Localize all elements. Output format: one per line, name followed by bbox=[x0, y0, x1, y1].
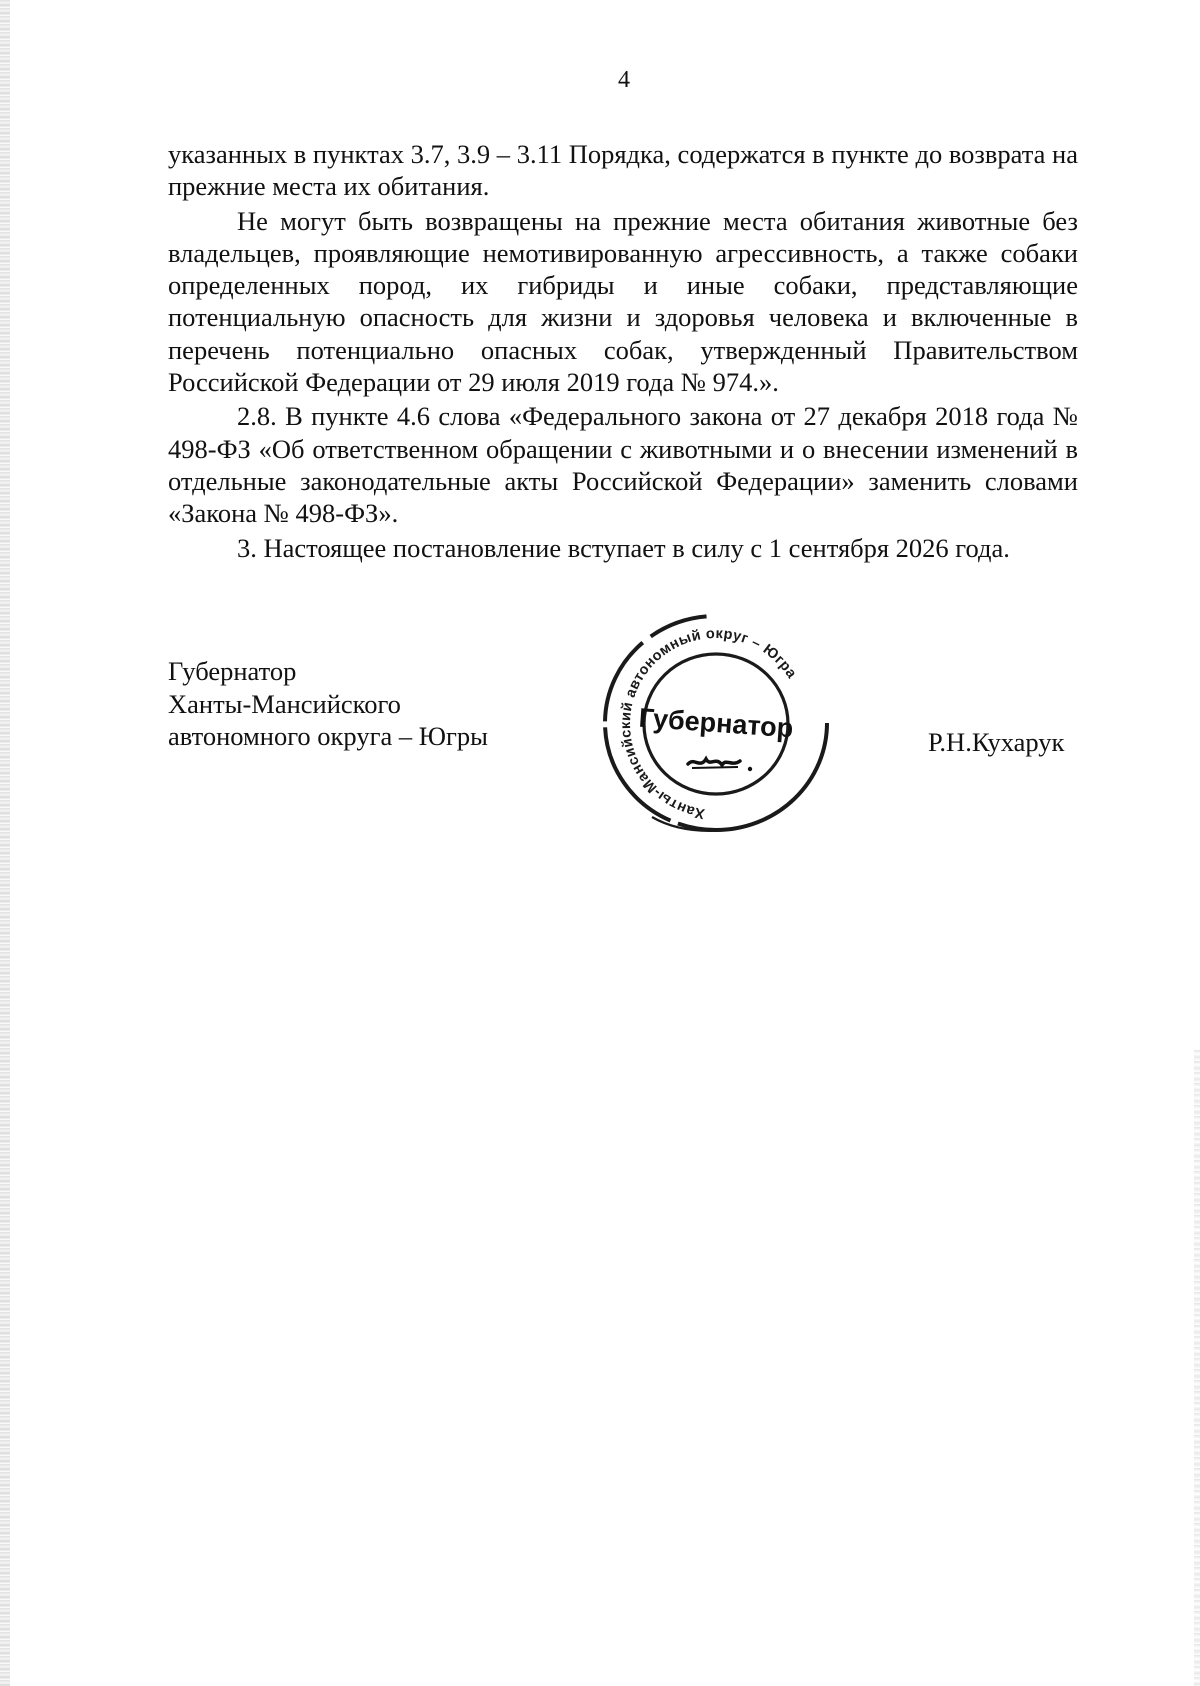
seal-center-text: Губернатор bbox=[637, 702, 795, 744]
signature-scribble bbox=[688, 759, 752, 771]
scan-edge-left bbox=[0, 0, 10, 1686]
page-number: 4 bbox=[618, 67, 630, 93]
signer-title-line: автономного округа – Югры bbox=[168, 721, 488, 751]
scan-edge-right bbox=[1194, 1050, 1200, 1686]
seal-graphic bbox=[596, 607, 836, 839]
seal-ring-text: Ханты-Мансийский автономный округ – Югра bbox=[618, 625, 800, 822]
paragraph-aggressive-animals: Не могут быть возвращены на прежние места обитания животные без владельцев, проявляющие немотивированную агрессивность, а также собаки определенных пород, их гибриды и иные собаки, представляющие потенциальную опасность для жизни и здоровья человека и включенные в перечень потенциально опасных собак, утвержденный Правительством Российской Федерации от 29 июля 2019 года № 974.». bbox=[168, 205, 1078, 398]
signer-title bbox=[168, 655, 488, 753]
signer-title-line: Ханты-Мансийского bbox=[168, 688, 401, 719]
paragraph-item-3: 3. Настоящее постановление вступает в силу с 1 сентября 2026 года. bbox=[237, 532, 1010, 563]
official-seal bbox=[596, 607, 836, 839]
signer-title-line: Губернатор bbox=[168, 656, 297, 686]
paragraph-item-2-8: 2.8. В пункте 4.6 слова «Федерального закона от 27 декабря 2018 года № 498-ФЗ «Об ответственном обращении с животными и о внесении изменений в отдельные законодательные акты Российской Федерации» заменить словами «Закона № 498-ФЗ». bbox=[168, 401, 1078, 529]
signer-name: Р.Н.Кухарук bbox=[928, 727, 1065, 757]
paragraph-continuation: указанных в пунктах 3.7, 3.9 – 3.11 Порядка, содержатся в пункте до возврата на прежние места их обитания. bbox=[168, 139, 1078, 202]
document-body bbox=[168, 138, 1078, 564]
